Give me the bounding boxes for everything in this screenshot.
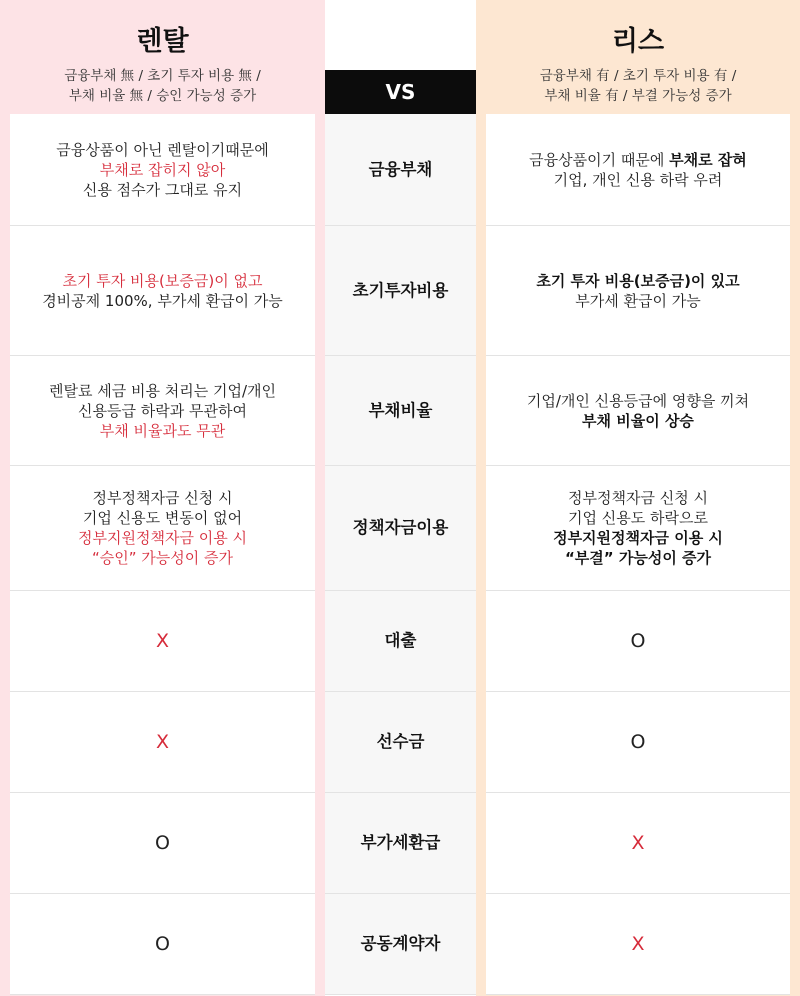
rental-subtitle: [0, 66, 325, 110]
o-mark: O: [155, 832, 170, 854]
lease-cell-text: “부결” 가능성이 증가: [564, 549, 712, 567]
lease-cell-line: [568, 488, 708, 508]
comparison-row: [0, 894, 800, 995]
rental-cell-text: “승인” 가능성이 증가: [92, 549, 233, 567]
lease-cell-line: [529, 150, 747, 170]
rental-cell-line: [83, 180, 242, 200]
rental-cell-line: [49, 381, 276, 401]
rental-cell: [10, 591, 315, 692]
x-mark: X: [631, 933, 645, 955]
rental-cell: [10, 226, 315, 356]
comparison-row: [0, 114, 800, 226]
rental-cell-line: [93, 488, 233, 508]
comparison-row: [0, 466, 800, 591]
lease-cell-text: 정부지원정책자금 이용 시: [553, 529, 723, 547]
comparison-row: [0, 356, 800, 466]
rental-cell-line: [100, 160, 225, 180]
rental-cell-text: 정부지원정책자금 이용 시: [78, 529, 247, 547]
rental-cell-line: [83, 508, 242, 528]
rental-cell-text: 부채 비율과도 무관: [99, 421, 226, 440]
category-label: 선수금: [325, 692, 476, 793]
o-mark: O: [155, 933, 170, 955]
rental-cell-text: 렌탈료 세금 비용 처리는 기업/개인: [49, 381, 276, 400]
category-label: 부채비율: [325, 356, 476, 466]
category-label: 초기투자비용: [325, 226, 476, 356]
rental-cell: [10, 466, 315, 591]
lease-cell-line: [553, 528, 723, 548]
rental-cell-text: 경비공제 100%, 부가세 환급이 가능: [42, 291, 283, 310]
lease-cell-text: 부채로 잡혀: [669, 150, 747, 169]
lease-cell-text: 기업/개인 신용등급에 영향을 끼쳐: [526, 391, 750, 410]
rental-cell-line: [78, 401, 247, 421]
lease-cell-text: 기업 신용도 하락으로: [568, 509, 708, 527]
rental-cell: [10, 114, 315, 226]
lease-cell-text: 초기 투자 비용(보증금)이 있고: [536, 271, 740, 290]
rental-cell-line: [100, 421, 225, 441]
x-mark: X: [155, 630, 170, 652]
lease-subtitle-line: 부채 비율 有 / 부결 가능성 증가: [544, 88, 732, 104]
vs-label: VS: [325, 70, 476, 114]
rental-cell-text: 정부정책자금 신청 시: [92, 489, 233, 507]
lease-cell-line: [554, 170, 723, 190]
comparison-row: [0, 793, 800, 894]
lease-cell-text: 부채 비율이 상승: [582, 411, 694, 430]
lease-cell-text: 정부정책자금 신청 시: [568, 489, 708, 507]
lease-cell: [486, 466, 790, 591]
rental-cell: [10, 894, 315, 995]
lease-cell-line: [527, 391, 749, 411]
rental-cell-text: 부채로 잡히지 않아: [99, 160, 226, 179]
lease-subtitle-line: 금융부채 有 / 초기 투자 비용 有 /: [539, 68, 737, 84]
comparison-row: [0, 692, 800, 793]
rental-subtitle-line: 금융부채 無 / 초기 투자 비용 無 /: [64, 68, 261, 84]
rental-cell: [10, 793, 315, 894]
rental-cell-line: [78, 528, 247, 548]
lease-cell: [486, 226, 790, 356]
rental-cell-text: 기업 신용도 변동이 없어: [82, 509, 243, 527]
lease-subtitle: [476, 66, 800, 110]
rental-title: 렌탈: [136, 26, 189, 57]
lease-cell: [486, 793, 790, 894]
x-mark: X: [155, 731, 170, 753]
rental-cell-line: [92, 548, 233, 568]
lease-cell-line: [575, 291, 700, 311]
category-label: 공동계약자: [325, 894, 476, 995]
rental-cell: [10, 692, 315, 793]
o-mark: O: [630, 731, 646, 753]
lease-cell: [486, 692, 790, 793]
lease-cell-line: [568, 508, 708, 528]
lease-cell-text: 부가세 환급이 가능: [575, 291, 701, 310]
rental-subtitle-line: 부채 비율 無 / 승인 가능성 증가: [68, 88, 257, 104]
rental-cell-line: [42, 291, 283, 311]
lease-cell-line: [536, 271, 739, 291]
rental-cell-text: 신용등급 하락과 무관하여: [78, 401, 247, 420]
lease-cell: [486, 894, 790, 995]
category-label: 부가세환급: [325, 793, 476, 894]
lease-cell-line: [582, 411, 694, 431]
rental-cell: [10, 356, 315, 466]
comparison-row: [0, 226, 800, 356]
lease-cell: [486, 356, 790, 466]
rental-cell-text: 금융상품이 아닌 렌탈이기때문에: [56, 140, 269, 159]
comparison-row: [0, 591, 800, 692]
lease-cell-text: 금융상품이기 때문에: [529, 150, 670, 169]
rental-cell-text: 초기 투자 비용(보증금)이 없고: [62, 271, 263, 290]
rental-cell-line: [63, 271, 263, 291]
rental-cell-line: [56, 140, 268, 160]
lease-cell: [486, 114, 790, 226]
category-label: 대출: [325, 591, 476, 692]
o-mark: O: [630, 630, 646, 652]
lease-cell-line: [565, 548, 711, 568]
rental-cell-text: 신용 점수가 그대로 유지: [82, 180, 243, 199]
category-label: 정책자금이용: [325, 466, 476, 591]
lease-cell: [486, 591, 790, 692]
lease-cell-text: 기업, 개인 신용 하락 우려: [553, 170, 723, 189]
lease-title: 리스: [611, 26, 665, 57]
category-label: 금융부채: [325, 114, 476, 226]
x-mark: X: [631, 832, 645, 854]
